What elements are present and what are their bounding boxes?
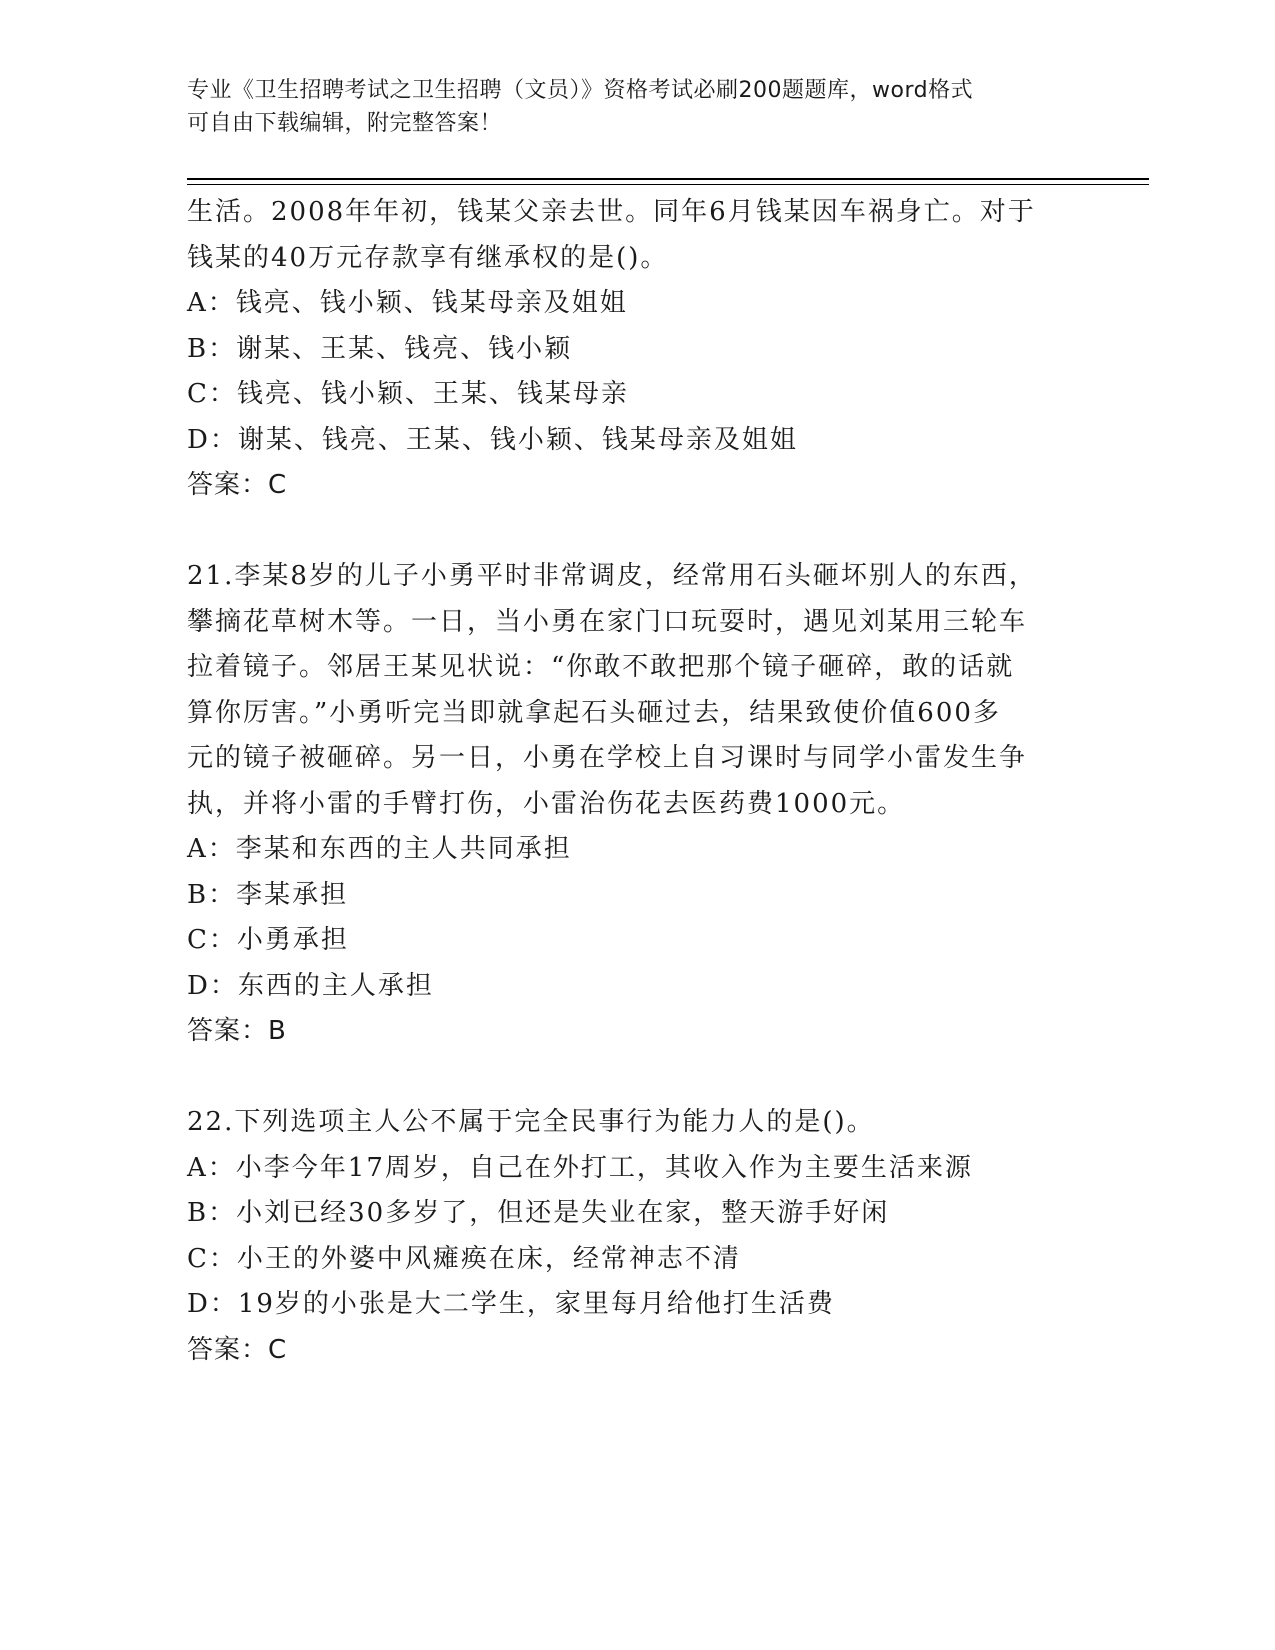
question-continued: [187, 190, 1067, 509]
header-divider-thick: [187, 178, 1149, 180]
question-text-line: 执，并将小雷的手臂打伤，小雷治伤花去医药费1000元。: [187, 788, 906, 819]
question-text-line: 拉着镜子。邻居王某见状说：“你敢不敢把那个镜子砸碎，敢的话就: [187, 652, 1015, 682]
question-text-line: 22.下列选项主人公不属于完全民事行为能力人的是()。: [187, 1107, 875, 1137]
question-text-line: 元的镜子被砸碎。另一日，小勇在学校上自习课时与同学小雷发生争: [187, 743, 1028, 773]
question-text-line: 21.李某8岁的儿子小勇平时非常调皮，经常用石头砸坏别人的东西，: [187, 561, 1037, 591]
option-b: B：谢某、王某、钱亮、钱小颖: [187, 333, 573, 364]
question-text-line: 攀摘花草树木等。一日，当小勇在家门口玩耍时，遇见刘某用三轮车: [187, 606, 1028, 637]
option-d: D：19岁的小张是大二学生，家里每月给他打生活费: [187, 1289, 835, 1319]
question-text-line: 生活。2008年年初，钱某父亲去世。同年6月钱某因车祸身亡。对于: [187, 197, 1036, 227]
question-text-line: 算你厉害。”小勇听完当即就拿起石头砸过去，结果致使价值600多: [187, 697, 1001, 728]
option-a: A：小李今年17周岁，自己在外打工，其收入作为主要生活来源: [187, 1152, 973, 1183]
option-b: B：小刘已经30多岁了，但还是失业在家，整天游手好闲: [187, 1198, 890, 1228]
answer-line: 答案：C: [187, 470, 288, 500]
header-title-line-1: 专业《卫生招聘考试之卫生招聘（文员）》资格考试必刷200题题库，word格式: [187, 78, 974, 103]
option-c: C：钱亮、钱小颖、王某、钱某母亲: [187, 379, 629, 409]
header-title-line-2: 可自由下载编辑，附完整答案！: [187, 111, 503, 136]
spacer: [187, 1055, 1067, 1101]
question-21: [187, 554, 1067, 1055]
question-content: [187, 190, 1067, 1373]
option-d: D：东西的主人承担: [187, 970, 434, 1001]
answer-line: 答案：C: [187, 1334, 288, 1365]
option-d: D：谢某、钱亮、王某、钱小颖、钱某母亲及姐姐: [187, 424, 798, 455]
question-22: [187, 1100, 1067, 1373]
option-c: C：小王的外婆中风瘫痪在床，经常神志不清: [187, 1243, 741, 1274]
option-c: C：小勇承担: [187, 925, 349, 955]
answer-line: 答案：B: [187, 1016, 287, 1046]
page-header: [187, 74, 1087, 140]
header-divider-thin: [187, 184, 1149, 185]
option-a: A：钱亮、钱小颖、钱某母亲及姐姐: [187, 288, 628, 318]
spacer: [187, 509, 1067, 555]
option-b: B：李某承担: [187, 879, 349, 910]
question-text-line: 钱某的40万元存款享有继承权的是()。: [187, 242, 669, 273]
option-a: A：李某和东西的主人共同承担: [187, 834, 572, 864]
